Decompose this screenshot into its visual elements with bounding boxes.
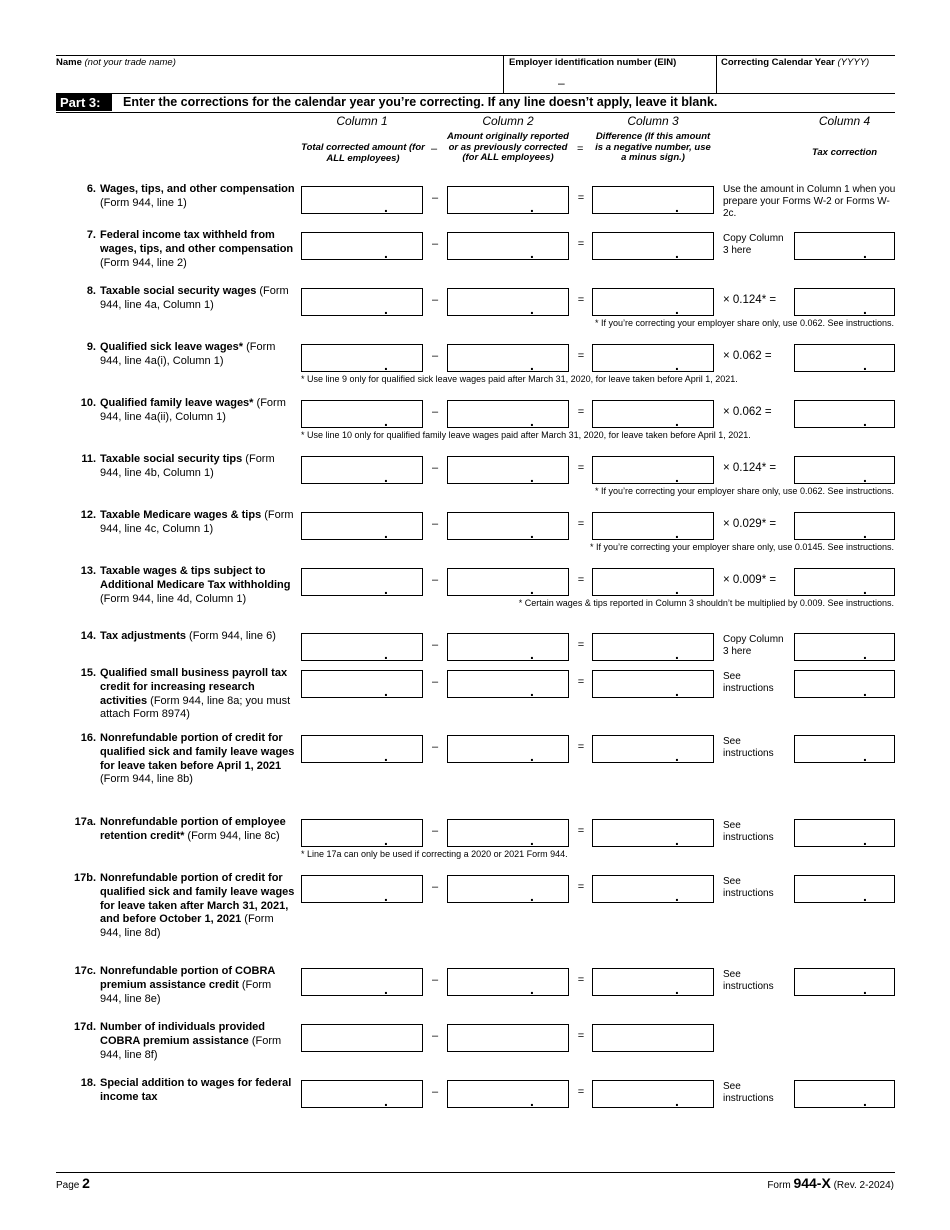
- decimal-point: .: [530, 646, 534, 662]
- line-number: 17c.: [74, 965, 96, 977]
- equals-sign: =: [577, 741, 585, 753]
- decimal-point: .: [675, 832, 679, 848]
- line-description-ref: (Form 944, line 4a, Column 1): [100, 285, 289, 311]
- line-number: 13.: [80, 565, 96, 577]
- column-4-note: See instructions: [723, 1081, 774, 1104]
- column-3-input[interactable]: [592, 512, 714, 540]
- line-description-ref: (Form 944, line 8e): [100, 978, 272, 1005]
- equals-sign: =: [577, 462, 585, 474]
- minus-sign: –: [431, 676, 439, 688]
- column-1-input[interactable]: [301, 400, 423, 428]
- equals-sign: =: [577, 192, 585, 204]
- ein-field[interactable]: [506, 70, 714, 92]
- line-description: [100, 965, 295, 1006]
- decimal-point: .: [530, 981, 534, 997]
- column-4-input[interactable]: [794, 819, 895, 847]
- decimal-point: .: [863, 301, 867, 317]
- column-2-subtitle: Amount originally reported or as previously corrected (for ALL employees): [447, 131, 569, 164]
- decimal-point: .: [675, 748, 679, 764]
- column-1-input[interactable]: [301, 670, 423, 698]
- line-description-ref: (Form 944, line 8d): [100, 913, 274, 940]
- minus-sign: –: [431, 406, 439, 418]
- line-description-bold: Nonrefundable portion of COBRA premium assistance credit: [100, 965, 275, 991]
- column-1-input[interactable]: [301, 512, 423, 540]
- column-4-input[interactable]: [794, 232, 895, 260]
- line-number: 17b.: [73, 872, 96, 884]
- decimal-point: .: [530, 888, 534, 904]
- decimal-point: .: [530, 469, 534, 485]
- line-footnote: * If you’re correcting your employer share only, use 0.0145. See instructions.: [590, 542, 894, 552]
- tax-rate-multiplier: × 0.029* =: [723, 518, 777, 530]
- column-2-input[interactable]: [447, 670, 569, 698]
- column-1-input[interactable]: [301, 456, 423, 484]
- line-description: [100, 509, 295, 537]
- decimal-point: .: [530, 581, 534, 597]
- column-2-title: Column 2: [482, 114, 534, 128]
- column-1-input[interactable]: [301, 288, 423, 316]
- line-description-bold: Qualified sick leave wages*: [100, 341, 244, 353]
- column-2-input[interactable]: [447, 735, 569, 763]
- column-4-input[interactable]: [794, 875, 895, 903]
- decimal-point: .: [863, 1093, 867, 1109]
- column-1-input[interactable]: [301, 968, 423, 996]
- line-description: [100, 816, 295, 844]
- column-1-title: Column 1: [336, 114, 388, 128]
- line-description: [100, 1077, 295, 1105]
- equals-sign: =: [577, 518, 585, 530]
- minus-sign: –: [431, 741, 439, 753]
- column-3-input[interactable]: [592, 1024, 714, 1052]
- decimal-point: .: [530, 245, 534, 261]
- part-tag: Part 3:: [56, 94, 112, 111]
- line-description: [100, 667, 295, 722]
- decimal-point: .: [863, 245, 867, 261]
- line-description: [100, 565, 295, 606]
- column-2-input[interactable]: [447, 1080, 569, 1108]
- tax-rate-multiplier: × 0.124* =: [723, 294, 777, 306]
- line-description-bold: Taxable wages & tips subject to Additional Medicare Tax withholding: [100, 565, 291, 591]
- column-4-input[interactable]: [794, 670, 895, 698]
- column-1-input[interactable]: [301, 633, 423, 661]
- column-4-note: See instructions: [723, 876, 774, 899]
- decimal-point: .: [530, 199, 534, 215]
- tax-rate-multiplier: × 0.062 =: [723, 406, 772, 418]
- line-description: [100, 397, 295, 425]
- decimal-point: .: [675, 981, 679, 997]
- decimal-point: .: [530, 525, 534, 541]
- column-1-input[interactable]: [301, 232, 423, 260]
- column-4-input[interactable]: [794, 633, 895, 661]
- line-description-ref: (Form 944, line 1): [100, 196, 187, 209]
- decimal-point: .: [863, 748, 867, 764]
- decimal-point: .: [384, 748, 388, 764]
- year-label: Correcting Calendar Year (YYYY): [721, 57, 870, 68]
- line-description-bold: Qualified small business payroll tax credit for increasing research activities: [100, 667, 288, 707]
- part-rule-bottom: [56, 112, 895, 113]
- decimal-point: .: [384, 1093, 388, 1109]
- part-banner: [56, 94, 895, 111]
- decimal-point: .: [863, 832, 867, 848]
- minus-sign: –: [431, 974, 439, 986]
- line-footnote: * If you’re correcting your employer share only, use 0.062. See instructions.: [595, 318, 894, 328]
- column-1-input[interactable]: [301, 568, 423, 596]
- line-description-ref: (Form 944, line 4c, Column 1): [100, 509, 294, 535]
- column-4-subtitle: Tax correction: [811, 147, 878, 158]
- decimal-point: .: [675, 245, 679, 261]
- column-2-input[interactable]: [447, 232, 569, 260]
- decimal-point: .: [530, 683, 534, 699]
- decimal-point: .: [675, 888, 679, 904]
- line-description-bold: Taxable social security tips: [100, 453, 243, 465]
- column-1-input[interactable]: [301, 735, 423, 763]
- column-4-input[interactable]: [794, 512, 895, 540]
- equals-sign: =: [577, 1086, 585, 1098]
- line-description-bold: Nonrefundable portion of credit for qualified sick and family leave wages for leave taken after March 31, 2021, and before October 1, 2021: [100, 872, 295, 926]
- line-number: 14.: [80, 630, 96, 642]
- form-id: Form 944-X (Rev. 2-2024): [767, 1175, 894, 1191]
- decimal-point: .: [384, 469, 388, 485]
- page-number: Page 2: [56, 1175, 90, 1191]
- column-3-input[interactable]: [592, 735, 714, 763]
- decimal-point: .: [530, 413, 534, 429]
- decimal-point: .: [863, 646, 867, 662]
- line-description: [100, 183, 295, 211]
- equals-sign: =: [577, 574, 585, 586]
- decimal-point: .: [863, 413, 867, 429]
- decimal-point: .: [530, 357, 534, 373]
- equals-sign: =: [577, 676, 585, 688]
- column-3-input[interactable]: [592, 288, 714, 316]
- column-2-input[interactable]: [447, 186, 569, 214]
- decimal-point: .: [530, 301, 534, 317]
- line-description-bold: Taxable social security wages: [100, 285, 257, 297]
- column-3-input[interactable]: [592, 344, 714, 372]
- column-4-note: See instructions: [723, 671, 774, 694]
- column-3-input[interactable]: [592, 819, 714, 847]
- equals-sign: =: [577, 881, 585, 893]
- column-1-input[interactable]: [301, 875, 423, 903]
- header-divider: [716, 55, 717, 94]
- decimal-point: .: [384, 413, 388, 429]
- line-description-bold: Number of individuals provided COBRA premium assistance: [100, 1021, 266, 1047]
- decimal-point: .: [384, 245, 388, 261]
- equals-sign: =: [577, 974, 585, 986]
- line-description: [100, 872, 295, 941]
- line-description: [100, 285, 295, 313]
- column-1-input[interactable]: [301, 1080, 423, 1108]
- line-number: 18.: [80, 1077, 96, 1089]
- column-2-input[interactable]: [447, 568, 569, 596]
- column-3-input[interactable]: [592, 186, 714, 214]
- column-3-input[interactable]: [592, 1080, 714, 1108]
- line-description-ref: (Form 944, line 6): [186, 630, 276, 642]
- minus-sign: –: [431, 1086, 439, 1098]
- decimal-point: .: [384, 832, 388, 848]
- column-2-input[interactable]: [447, 1024, 569, 1052]
- line-description-bold: Taxable Medicare wages & tips: [100, 509, 262, 521]
- column-2-input[interactable]: [447, 400, 569, 428]
- column-4-input[interactable]: [794, 1080, 895, 1108]
- column-3-title: Column 3: [627, 114, 679, 128]
- minus-sign: –: [431, 294, 439, 306]
- decimal-point: .: [530, 1093, 534, 1109]
- equals-sign: =: [577, 639, 585, 651]
- decimal-point: .: [863, 888, 867, 904]
- line-footnote: * If you’re correcting your employer share only, use 0.062. See instructions.: [595, 486, 894, 496]
- footer-rule: [56, 1172, 895, 1173]
- header-divider: [503, 55, 504, 94]
- line-number: 15.: [80, 667, 96, 679]
- minus-sign: –: [431, 881, 439, 893]
- decimal-point: .: [675, 413, 679, 429]
- line-description-ref: (Form 944, line 8f): [100, 1034, 282, 1061]
- column-minus: –: [431, 143, 438, 155]
- part-title: Enter the corrections for the calendar year you’re correcting. If any line doesn’t apply, leave it blank.: [123, 95, 718, 109]
- line-number: 9.: [86, 341, 96, 353]
- line-description: [100, 732, 295, 787]
- line-description-ref: (Form 944, line 4b, Column 1): [100, 453, 275, 479]
- line-description-bold: Nonrefundable portion of credit for qualified sick and family leave wages for leave taken before April 1, 2021: [100, 732, 295, 772]
- line-description-bold: Qualified family leave wages*: [100, 397, 254, 409]
- line-description-bold: Wages, tips, and other compensation: [100, 183, 295, 195]
- decimal-point: .: [863, 357, 867, 373]
- decimal-point: .: [675, 469, 679, 485]
- decimal-point: .: [675, 357, 679, 373]
- line-description: [100, 630, 295, 644]
- line-description-ref: (Form 944, line 8c): [184, 829, 280, 842]
- minus-sign: –: [431, 825, 439, 837]
- column-1-input[interactable]: [301, 186, 423, 214]
- column-1-input[interactable]: [301, 1024, 423, 1052]
- decimal-point: .: [675, 646, 679, 662]
- column-2-input[interactable]: [447, 633, 569, 661]
- tax-rate-multiplier: × 0.062 =: [723, 350, 772, 362]
- column-1-input[interactable]: [301, 344, 423, 372]
- column-4-note: See instructions: [723, 820, 774, 843]
- line-number: 8.: [86, 285, 96, 297]
- minus-sign: –: [431, 639, 439, 651]
- decimal-point: .: [863, 469, 867, 485]
- column-2-input[interactable]: [447, 344, 569, 372]
- equals-sign: =: [577, 825, 585, 837]
- tax-rate-multiplier: × 0.009* =: [723, 574, 777, 586]
- top-rule: [56, 55, 895, 56]
- line-number: 7.: [86, 229, 96, 241]
- column-2-input[interactable]: [447, 819, 569, 847]
- column-2-input[interactable]: [447, 456, 569, 484]
- decimal-point: .: [384, 357, 388, 373]
- name-field[interactable]: [56, 70, 500, 92]
- line-number: 6.: [86, 183, 96, 195]
- column-equals: =: [577, 143, 584, 155]
- line-number: 10.: [80, 397, 96, 409]
- column-4-note: Copy Column 3 here: [723, 233, 784, 256]
- line-footnote: * Use line 9 only for qualified sick leave wages paid after March 31, 2020, for leave taken before April 1, 2021.: [301, 374, 738, 384]
- ein-label: Employer identification number (EIN): [509, 57, 677, 68]
- tax-rate-multiplier: × 0.124* =: [723, 462, 777, 474]
- column-3-input[interactable]: [592, 568, 714, 596]
- name-label: Name (not your trade name): [56, 57, 176, 68]
- column-1-input[interactable]: [301, 819, 423, 847]
- column-4-note: See instructions: [723, 969, 774, 992]
- equals-sign: =: [577, 350, 585, 362]
- column-3-input[interactable]: [592, 968, 714, 996]
- column-4-input[interactable]: [794, 456, 895, 484]
- decimal-point: .: [675, 1093, 679, 1109]
- column-4-note: Copy Column 3 here: [723, 634, 784, 657]
- column-2-input[interactable]: [447, 875, 569, 903]
- line-description-ref: (Form 944, line 8b): [100, 773, 193, 786]
- minus-sign: –: [431, 518, 439, 530]
- equals-sign: =: [577, 406, 585, 418]
- minus-sign: –: [431, 350, 439, 362]
- decimal-point: .: [675, 525, 679, 541]
- line-number: 16.: [80, 732, 96, 744]
- line-footnote: * Line 17a can only be used if correcting a 2020 or 2021 Form 944.: [301, 849, 568, 859]
- column-3-input[interactable]: [592, 633, 714, 661]
- line-number: 12.: [80, 509, 96, 521]
- line-description-bold: Federal income tax withheld from wages, tips, and other compensation: [100, 229, 294, 255]
- equals-sign: =: [577, 238, 585, 250]
- decimal-point: .: [530, 832, 534, 848]
- decimal-point: .: [863, 581, 867, 597]
- line-description-ref: (Form 944, line 2): [100, 256, 187, 269]
- column-2-input[interactable]: [447, 968, 569, 996]
- line-description: [100, 229, 295, 270]
- line-description-bold: Tax adjustments: [100, 630, 186, 642]
- line-description-bold: Special addition to wages for federal income tax: [100, 1077, 292, 1103]
- column-4-input[interactable]: [794, 968, 895, 996]
- column-4-input[interactable]: [794, 344, 895, 372]
- line-description-bold: Nonrefundable portion of employee retention credit*: [100, 816, 286, 842]
- column-3-subtitle: Difference (If this amount is a negative number, use a minus sign.): [595, 131, 711, 164]
- line-number: 17a.: [74, 816, 96, 828]
- minus-sign: –: [431, 462, 439, 474]
- decimal-point: .: [384, 301, 388, 317]
- line-description-ref: (Form 944, line 4a(i), Column 1): [100, 341, 276, 367]
- minus-sign: –: [431, 1030, 439, 1042]
- decimal-point: .: [675, 581, 679, 597]
- line-footnote: * Certain wages & tips reported in Column 3 shouldn’t be multiplied by 0.009. See instructions.: [518, 598, 894, 608]
- year-field[interactable]: [719, 70, 893, 92]
- decimal-point: .: [675, 199, 679, 215]
- decimal-point: .: [675, 683, 679, 699]
- line-footnote: * Use line 10 only for qualified family leave wages paid after March 31, 2020, for leave taken before April 1, 2021.: [301, 430, 751, 440]
- minus-sign: –: [431, 238, 439, 250]
- column-1-subtitle: Total corrected amount (for ALL employees): [301, 142, 425, 164]
- equals-sign: =: [577, 1030, 585, 1042]
- column-3-input[interactable]: [592, 232, 714, 260]
- column-4-input[interactable]: [794, 568, 895, 596]
- line-description-ref: (Form 944, line 4d, Column 1): [100, 592, 247, 605]
- line-number: 17d.: [73, 1021, 96, 1033]
- line-description: [100, 341, 295, 369]
- column-3-input[interactable]: [592, 456, 714, 484]
- column-4-note: Use the amount in Column 1 when you prepare your Forms W-2 or Forms W-2c.: [723, 184, 896, 219]
- minus-sign: –: [431, 574, 439, 586]
- column-3-input[interactable]: [592, 400, 714, 428]
- minus-sign: –: [431, 192, 439, 204]
- line-description-ref: (Form 944, line 4a(ii), Column 1): [100, 397, 286, 423]
- decimal-point: .: [384, 981, 388, 997]
- column-3-input[interactable]: [592, 670, 714, 698]
- decimal-point: .: [384, 646, 388, 662]
- column-2-input[interactable]: [447, 512, 569, 540]
- decimal-point: .: [384, 683, 388, 699]
- column-3-input[interactable]: [592, 875, 714, 903]
- decimal-point: .: [863, 525, 867, 541]
- line-number: 11.: [81, 453, 96, 465]
- column-4-note: See instructions: [723, 736, 774, 759]
- line-description: [100, 453, 295, 481]
- ein-separator: –: [558, 76, 565, 90]
- column-4-input[interactable]: [794, 400, 895, 428]
- line-description-ref: (Form 944, line 8a; you must attach Form 8974): [100, 694, 291, 721]
- decimal-point: .: [675, 301, 679, 317]
- column-2-input[interactable]: [447, 288, 569, 316]
- column-4-input[interactable]: [794, 735, 895, 763]
- decimal-point: .: [384, 888, 388, 904]
- line-description: [100, 1021, 295, 1062]
- decimal-point: .: [384, 581, 388, 597]
- equals-sign: =: [577, 294, 585, 306]
- decimal-point: .: [384, 199, 388, 215]
- column-4-input[interactable]: [794, 288, 895, 316]
- decimal-point: .: [863, 683, 867, 699]
- decimal-point: .: [863, 981, 867, 997]
- decimal-point: .: [384, 525, 388, 541]
- decimal-point: .: [530, 748, 534, 764]
- column-4-title: Column 4: [818, 114, 871, 128]
